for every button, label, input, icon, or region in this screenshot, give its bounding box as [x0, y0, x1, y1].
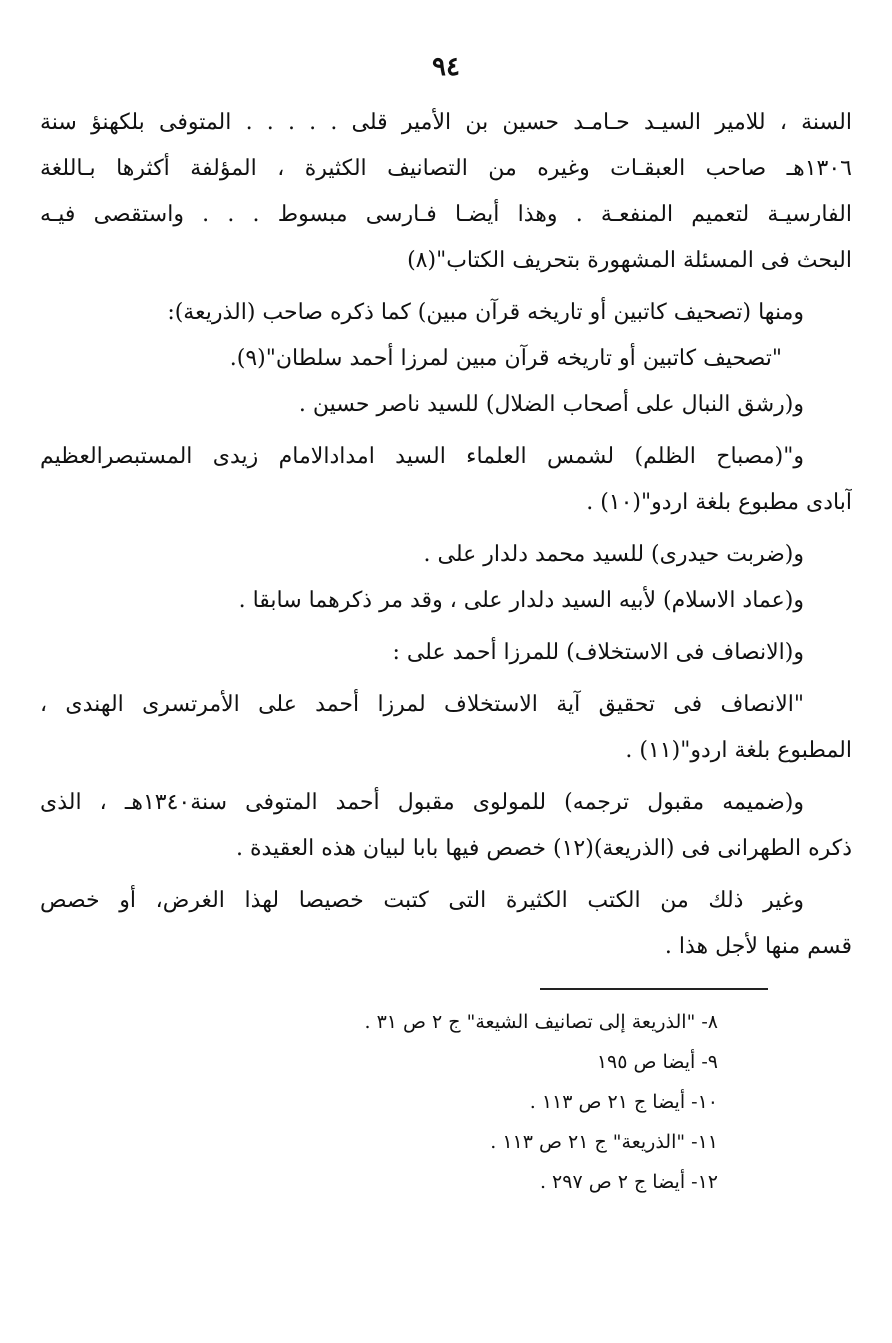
text-line: وغير ذلك من الكتب الكثيرة التى كتبت خصيصا لهذا الغرض، أو خصص — [40, 888, 804, 913]
text-line: الفارسيـة لتعميم المنفعـة . وهذا أيضـا فـارسى مبسوط . . . واستقصى فيـه — [40, 202, 852, 227]
text-line: ومنها (تصحيف كاتبين أو تاريخه قرآن مبين) كما ذكره صاحب (الذريعة): — [167, 300, 804, 325]
footnote: ١٠- أيضا ج ٢١ ص ١١٣ . — [529, 1091, 718, 1113]
footnote: ٨- "الذريعة إلى تصانيف الشيعة" ج ٢ ص ٣١ . — [364, 1011, 718, 1033]
text-line: ذكره الطهرانى فى (الذريعة)(١٢) خصص فيها بابا لبيان هذه العقيدة . — [236, 836, 852, 861]
text-line: قسم منها لأجل هذا . — [664, 934, 852, 959]
text-line: المطبوع بلغة اردو"(١١) . — [625, 738, 852, 763]
text-line: "تصحيف كاتبين أو تاريخه قرآن مبين لمرزا أحمد سلطان"(٩). — [229, 346, 782, 371]
text-line: السنة ، للامير السيـد حـامـد حسين بن الأمير قلى . . . . . المتوفى بلكهنؤ سنة — [40, 110, 852, 135]
text-line: و(رشق النبال على أصحاب الضلال) للسيد ناصر حسين . — [298, 392, 804, 417]
text-line: ١٣٠٦هـ صاحب العبقـات وغيره من التصانيف الكثيرة ، المؤلفة أكثرها بـاللغة — [40, 156, 852, 181]
footnote: ٩- أيضا ص ١٩٥ — [596, 1051, 718, 1073]
text-line: و(الانصاف فى الاستخلاف) للمرزا أحمد على : — [392, 640, 804, 665]
text-line: "الانصاف فى تحقيق آية الاستخلاف لمرزا أحمد على الأمرتسرى الهندى ، — [40, 692, 804, 717]
text-line: آبادى مطبوع بلغة اردو"(١٠) . — [586, 490, 852, 515]
footnote-divider — [540, 988, 768, 990]
page-number: ٩٤ — [432, 52, 460, 82]
footnote: ١١- "الذريعة" ج ٢١ ص ١١٣ . — [490, 1131, 718, 1153]
footnote: ١٢- أيضا ج ٢ ص ٢٩٧ . — [539, 1171, 718, 1193]
text-line: و"(مصباح الظلم) لشمس العلماء السيد امدادالامام زيدى المستبصرالعظيم — [40, 444, 804, 469]
text-line: البحث فى المسئلة المشهورة بتحريف الكتاب"(٨) — [407, 248, 852, 273]
footnotes — [300, 1002, 718, 1202]
text-line: و(ضميمه مقبول ترجمه) للمولوى مقبول أحمد المتوفى سنة١٣٤٠هـ ، الذى — [40, 790, 804, 815]
text-line: و(ضربت حيدرى) للسيد محمد دلدار على . — [423, 542, 804, 567]
text-line: و(عماد الاسلام) لأبيه السيد دلدار على ، وقد مر ذكرهما سابقا . — [238, 588, 804, 613]
main-text — [40, 100, 852, 970]
